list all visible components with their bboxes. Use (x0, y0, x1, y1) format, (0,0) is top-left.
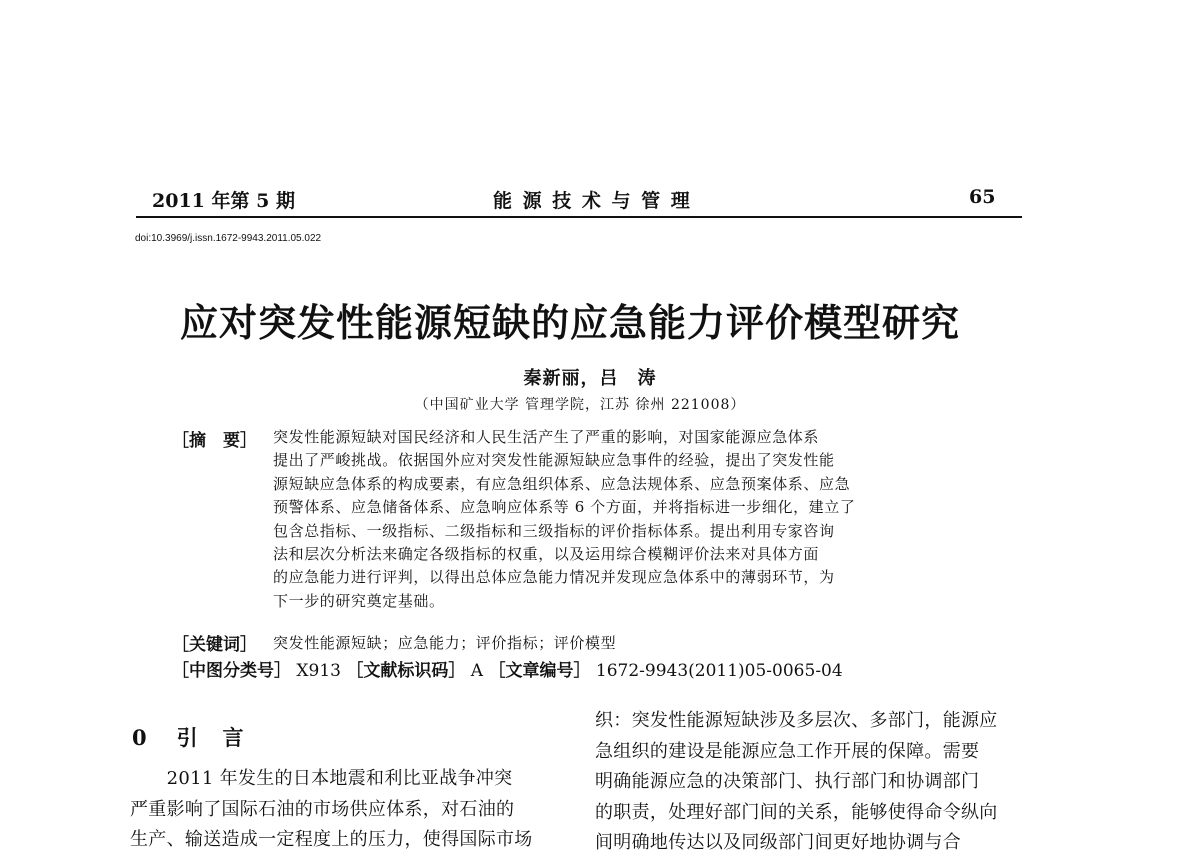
keywords-text: 突发性能源短缺；应急能力；评价指标；评价模型 (273, 634, 617, 652)
right-column (595, 706, 1025, 859)
body-line: 明确能源应急的决策部门、执行部门和协调部门 (595, 771, 980, 792)
abstract-line: 的应急能力进行评判，以得出总体应急能力情况并发现应急体系中的薄弱环节，为 (273, 568, 835, 587)
section-heading (132, 722, 246, 752)
body-line: 急组织的建设是能源应急工作开展的保障。需要 (595, 740, 980, 762)
abstract-line: 突发性能源短缺对国民经济和人民生活产生了严重的影响，对国家能源应急体系 (273, 428, 820, 446)
doi: doi:10.3969/j.issn.1672-9943.2011.05.022 (135, 233, 322, 244)
body-line: 织：突发性能源短缺涉及多层次、多部门，能源应 (595, 710, 998, 731)
abstract-line: 源短缺应急体系的构成要素，有应急组织体系、应急法规体系、应急预案体系、应急 (273, 474, 851, 493)
running-header-journal: 能 源 技 术 与 管 理 (493, 190, 692, 212)
clc-label: ［中图分类号］ (172, 661, 291, 681)
paper-title: 应对突发性能源短缺的应急能力评价模型研究 (179, 300, 960, 345)
article-number-label: ［文章编号］ (488, 661, 591, 681)
abstract-line: 包含总指标、一级指标、二级指标和三级指标的评价指标体系。提出利用专家咨询 (273, 521, 835, 540)
keywords-label: ［关键词］ (172, 635, 257, 655)
abstract-line: 预警体系、应急储备体系、应急响应体系等 6 个方面，并将指标进一步细化，建立了 (273, 498, 856, 517)
body-line: 2011 年发生的日本地震和利比亚战争冲突 (130, 768, 513, 789)
section-number: 0 (132, 725, 149, 750)
clc-value: X913 (296, 661, 341, 681)
left-column (130, 764, 560, 856)
abstract-text (273, 426, 985, 613)
doc-code-value: A (470, 661, 484, 681)
abstract-label: ［摘 要］ (172, 431, 257, 451)
abstract-line: 下一步的研究奠定基础。 (273, 591, 445, 610)
abstract-line: 提出了严峻挑战。依据国外应对突发性能源短缺应急事件的经验，提出了突发性能 (273, 451, 835, 470)
article-number-value: 1672-9943(2011)05-0065-04 (595, 661, 843, 681)
running-header-issue: 2011 年第 5 期 (152, 190, 295, 212)
doc-code-label: ［文献标识码］ (346, 661, 466, 681)
abstract-line: 法和层次分析法来确定各级指标的权重，以及运用综合模糊评价法来对具体方面 (273, 545, 820, 564)
authors: 秦新丽，吕 涛 (523, 368, 657, 389)
affiliation: （中国矿业大学 管理学院，江苏 徐州 221008） (414, 397, 746, 413)
section-title: 引 言 (176, 725, 246, 750)
classification-line (172, 656, 843, 681)
header-rule (136, 216, 1022, 218)
body-line: 生产、输送造成一定程度上的压力，使得国际市场 (130, 829, 533, 850)
page-number: 65 (969, 186, 996, 208)
body-line: 间明确地传达以及同级部门间更好地协调与合 (595, 832, 961, 853)
body-line: 的职责，处理好部门间的关系，能够使得命令纵向 (595, 801, 998, 823)
body-line: 严重影响了国际石油的市场供应体系，对石油的 (130, 798, 515, 820)
